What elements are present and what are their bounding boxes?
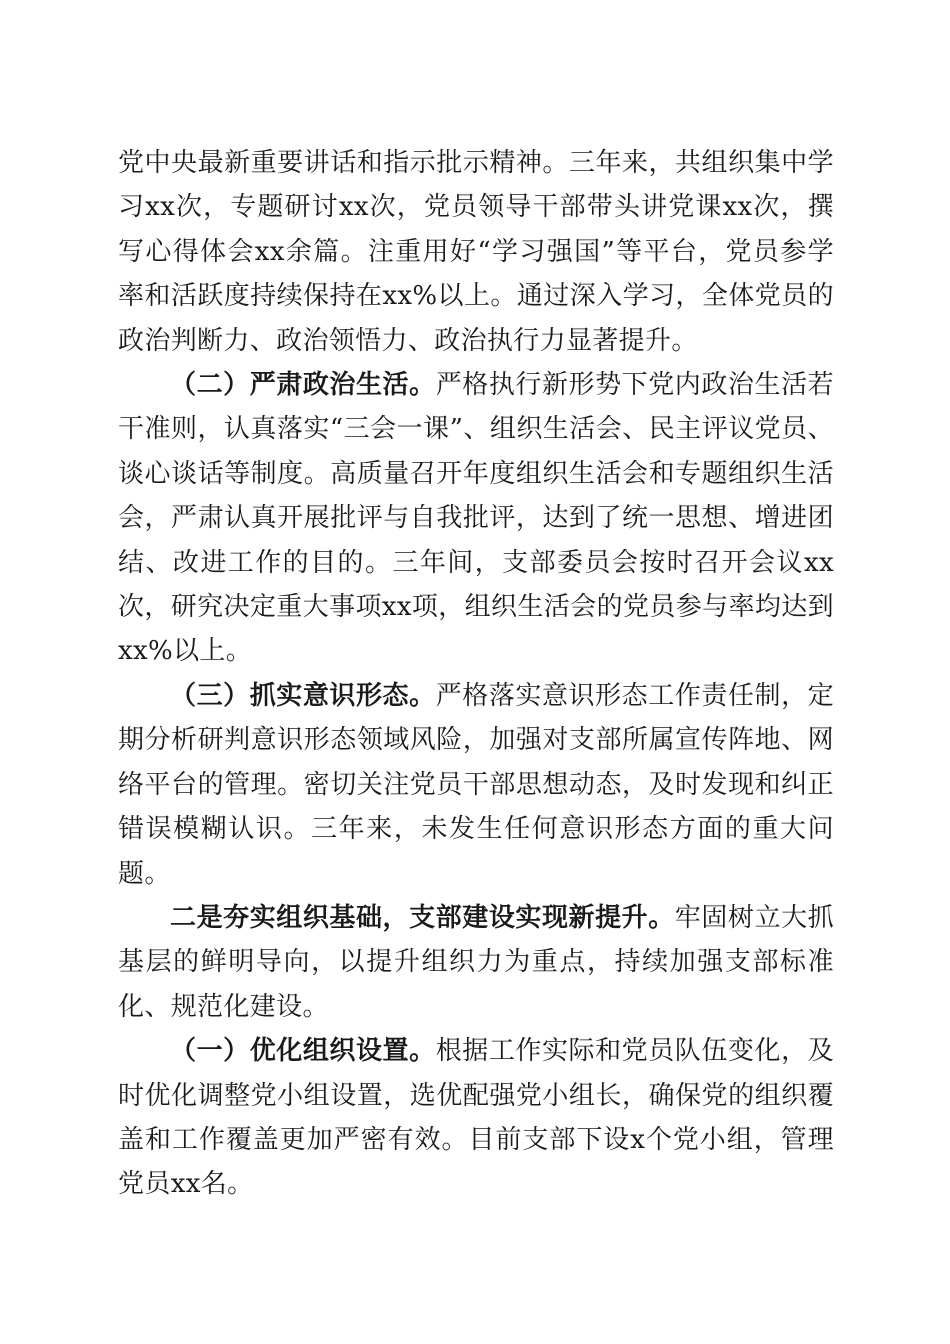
paragraph-body: 严格执行新形势下党内政治生活若干准则，认真落实“三会一课”、组织生活会、民主评议党员、谈心谈话等制度。高质量召开年度组织生活会和专题组织生活会，严肃认真开展批评与自我批评，达到了统一思想、增进团结、改进工作的目的。三年间，支部委员会按时召开会议xx次，研究决定重大事项xx项，组织生活会的党员参与率均达到xx%以上。 [118,370,834,667]
paragraph-body: 严格落实意识形态工作责任制，定期分析研判意识形态领域风险，加强对支部所属宣传阵地、网络平台的管理。密切关注党员干部思想动态，及时发现和纠正错误模糊认识。三年来，未发生任何意识形态方面的重大问题。 [118,680,834,889]
section-heading: 二是夯实组织基础，支部建设实现新提升。 [170,902,675,933]
paragraph-ideology [118,674,834,896]
paragraph-heading: （三）抓实意识形态。 [170,680,436,711]
document-page [118,141,834,1207]
paragraph-body: 根据工作实际和党员队伍变化，及时优化调整党小组设置，选优配强党小组长，确保党的组织覆盖和工作覆盖更加严密有效。目前支部下设x个党小组，管理党员xx名。 [118,1036,834,1200]
paragraph-heading: （一）优化组织设置。 [170,1036,436,1067]
paragraph-political-life [118,363,834,674]
paragraph-organization-setup [118,1029,834,1207]
paragraph-body: 党中央最新重要讲话和指示批示精神。三年来，共组织集中学习xx次，专题研讨xx次，党员领导干部带头讲党课xx次，撰写心得体会xx余篇。注重用好“学习强国”等平台，党员参学率和活跃度持续保持在xx%以上。通过深入学习，全体党员的政治判断力、政治领悟力、政治执行力显著提升。 [118,148,834,356]
paragraph-organization-foundation [118,896,834,1029]
paragraph-heading: （二）严肃政治生活。 [170,370,436,401]
paragraph-body: 牢固树立大抓基层的鲜明导向，以提升组织力为重点，持续加强支部标准化、规范化建设。 [118,902,834,1022]
paragraph-study-continuation [118,141,834,363]
